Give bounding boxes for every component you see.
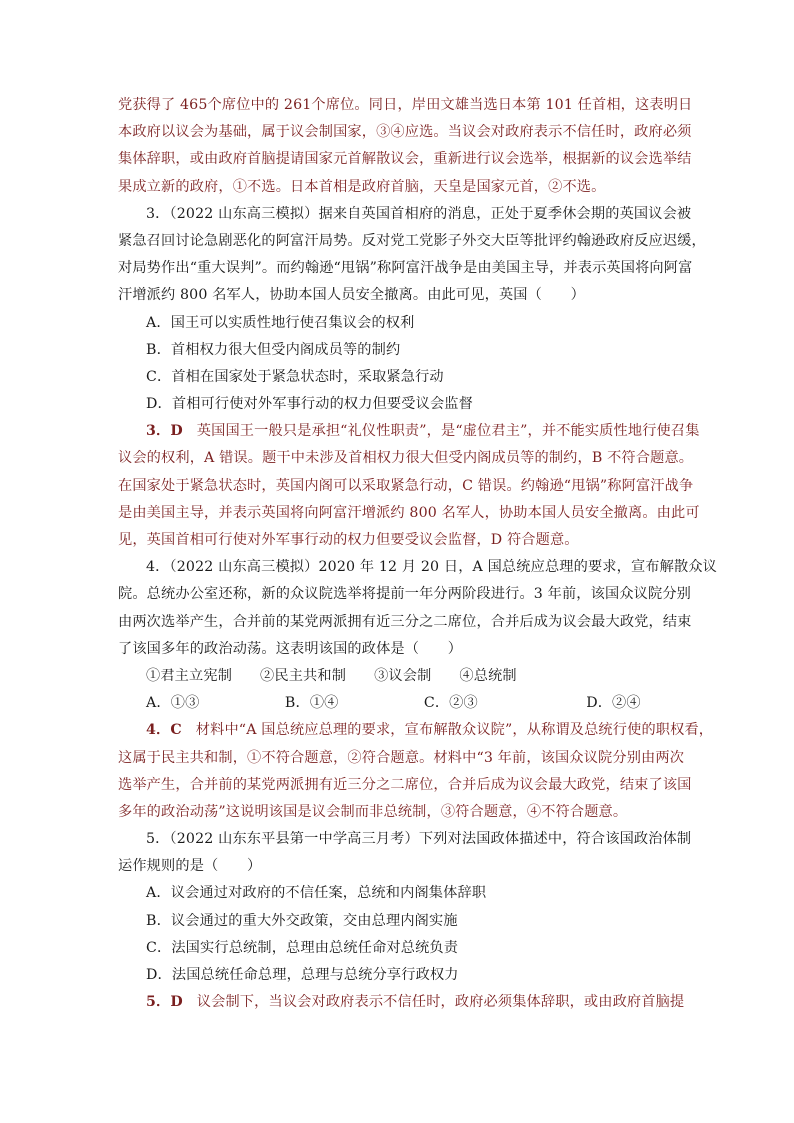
answer-explanation: 材料中“A 国总统应总理的要求，宣布解散众议院”，从称谓及总统行使的职权看， xyxy=(195,722,714,739)
question-3-answer: 在国家处于紧急状态时，英国内阁可以采取紧急行动，C 错误。约翰逊“甩锅”称阿富汗战争 xyxy=(118,477,694,494)
answer-text-line: 本政府以议会为基础，属于议会制国家，③④应选。当议会对政府表示不信任时，政府必须 xyxy=(118,124,692,141)
answer-number: 3．D xyxy=(146,423,183,440)
question-3-stem: 3．（2022 山东高三模拟）据来自英国首相府的消息，正处于夏季休会期的英国议会被 xyxy=(146,205,692,222)
sub-option: ③议会制 xyxy=(374,667,432,684)
choice-d: D．②④ xyxy=(586,695,641,712)
sub-option: ②民主共和制 xyxy=(260,667,347,684)
answer-text-line: 集体辞职，或由政府首脑提请国家元首解散议会，重新进行议会选举，根据新的议会选举结 xyxy=(118,151,692,168)
answer-explanation: 议会制下，当议会对政府表示不信任时，政府必须集体辞职，或由政府首脑提 xyxy=(196,994,685,1011)
sub-option: ④总统制 xyxy=(459,667,517,684)
question-4-choices xyxy=(118,690,684,717)
question-3-stem: 紧急召回讨论急剧恶化的阿富汗局势。反对党工党影子外交大臣等批评约翰逊政府反应迟缓， xyxy=(118,232,706,249)
question-4-sub-options xyxy=(118,663,684,690)
answer-text-line: 果成立新的政府，①不选。日本首相是政府首脑，天皇是国家元首，②不选。 xyxy=(118,178,606,195)
question-4-stem: 了该国多年的政治动荡。这表明该国的政体是（ ） xyxy=(118,640,463,657)
question-3-stem: 对局势作出“重大误判”。而约翰逊“甩锅”称阿富汗战争是由美国主导，并表示英国将向阿富 xyxy=(118,260,693,277)
question-4-stem: 4．（2022 山东高三模拟）2020 年 12 月 20 日，A 国总统应总理的要求，宣布解散众议 xyxy=(146,559,717,576)
question-4-answer: 这属于民主共和制，①不符合题意，②符合题意。材料中“3 年前，该国众议院分别由两次 xyxy=(118,749,685,766)
choice-c: C．②③ xyxy=(423,695,478,712)
answer-text-line: 党获得了 465个席位中的 261个席位。同日，岸田文雄当选日本第 101 任首相，这表明日 xyxy=(118,97,693,113)
question-4-answer: 选举产生，合并前的某党两派拥有近三分之二席位，合并后成为议会最大政党，结束了该国 xyxy=(118,776,692,793)
sub-option: ①君主立宪制 xyxy=(146,667,233,684)
choice-a: A．①③ xyxy=(146,695,200,712)
question-3-answer xyxy=(118,418,700,445)
question-5-stem: 运作规则的是（ ） xyxy=(118,858,262,875)
answer-explanation: 英国国王一般只是承担“礼仪性职责”，是“虚位君主”，并不能实质性地行使召集 xyxy=(196,423,700,440)
question-4-stem: 院。总统办公室还称，新的众议院选举将提前一年分两阶段进行。3 年前，该国众议院分别 xyxy=(118,586,692,603)
document-page xyxy=(118,92,717,1016)
question-3-answer: 见，英国首相可行使对外军事行动的权力但要受议会监督，D 符合题意。 xyxy=(118,532,579,548)
question-4-answer xyxy=(118,717,714,744)
question-4-stem: 由两次选举产生，合并前的某党两派拥有近三分之二席位，合并后成为议会最大政党，结束 xyxy=(118,613,692,630)
question-3-option-a: A．国王可以实质性地行使召集议会的权利 xyxy=(146,314,415,331)
question-3-option-d: D．首相可行使对外军事行动的权力但要受议会监督 xyxy=(146,396,473,413)
question-5-option-a: A．议会通过对政府的不信任案，总统和内阁集体辞职 xyxy=(146,885,487,902)
question-3-option-b: B．首相权力很大但受内阁成员等的制约 xyxy=(146,341,401,358)
question-5-option-c: C．法国实行总统制，总理由总统任命对总统负责 xyxy=(146,939,459,956)
question-3-answer: 议会的权利，A 错误。题干中未涉及首相权力很大但受内阁成员等的制约，B 不符合题意。 xyxy=(118,450,694,467)
answer-number: 4．C xyxy=(146,722,182,739)
question-5-stem: 5．（2022 山东东平县第一中学高三月考）下列对法国政体描述中，符合该国政治体制 xyxy=(146,831,692,848)
question-3-stem: 汗增派约 800 名军人，协助本国人员安全撤离。由此可见，英国（ ） xyxy=(118,287,585,304)
question-4-answer: 多年的政治动荡”这说明该国是议会制而非总统制，③符合题意，④不符合题意。 xyxy=(118,803,628,820)
answer-number: 5．D xyxy=(146,994,183,1011)
choice-b: B．①④ xyxy=(284,695,339,712)
question-5-option-b: B．议会通过的重大外交政策，交由总理内阁实施 xyxy=(146,912,458,929)
question-5-answer xyxy=(118,989,684,1016)
question-3-option-c: C．首相在国家处于紧急状态时，采取紧急行动 xyxy=(146,368,444,385)
question-3-answer: 是由美国主导，并表示英国将向阿富汗增派约 800 名军人，协助本国人员安全撤离。由此可 xyxy=(118,504,700,521)
question-5-option-d: D．法国总统任命总理，总理与总统分享行政权力 xyxy=(146,967,459,983)
